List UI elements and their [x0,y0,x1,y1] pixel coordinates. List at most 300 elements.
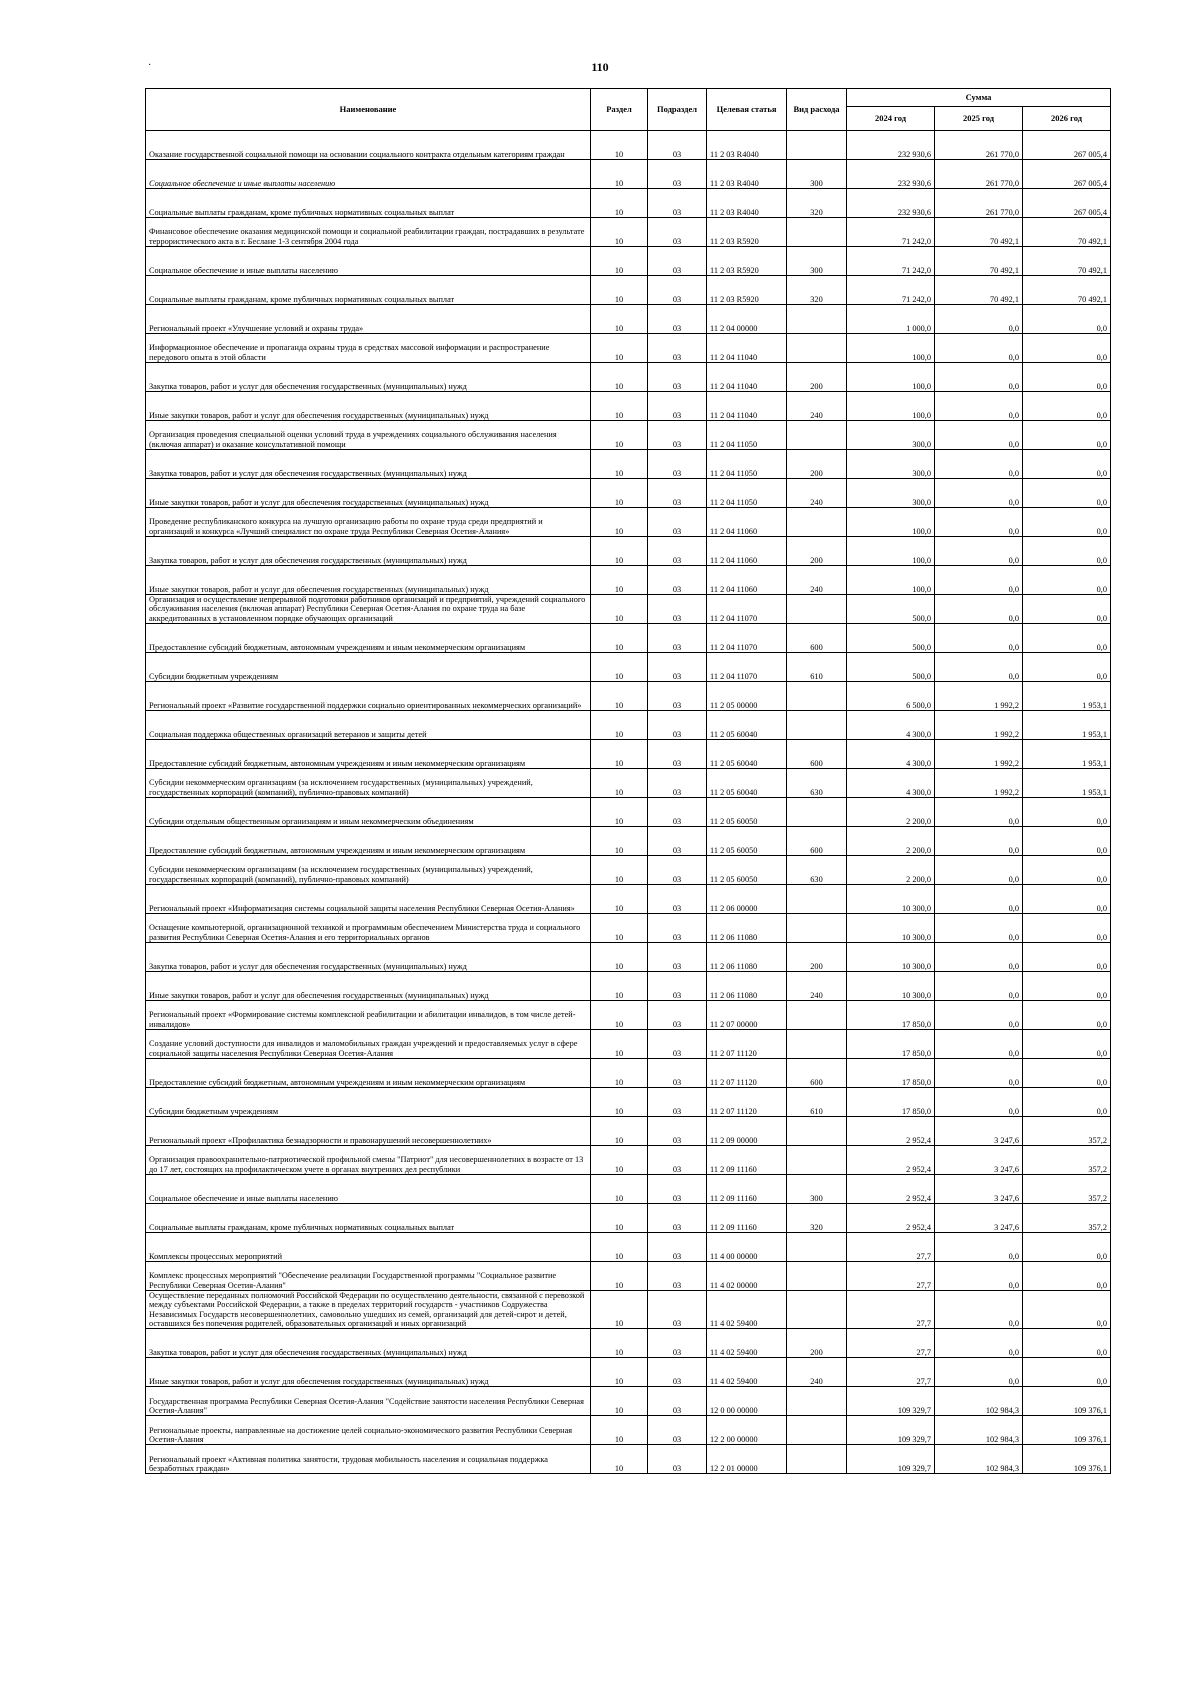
row-sum-2026: 0,0 [1023,595,1111,624]
row-section: 10 [591,595,648,624]
row-name: Региональный проект «Улучшение условий и охраны труда» [146,305,591,334]
row-sum-2026: 0,0 [1023,1358,1111,1387]
table-row [146,1030,1111,1059]
row-sum-2025: 70 492,1 [935,218,1023,247]
row-name: Комплекс процессных мероприятий "Обеспечение реализации Государственной программы "Социальное развитие Республики Северная Осетия-Алания" [146,1262,591,1291]
row-sum-2024: 10 300,0 [847,943,935,972]
row-expense-type: 320 [787,1204,847,1233]
row-subsection: 03 [648,450,707,479]
row-sum-2025: 0,0 [935,856,1023,885]
row-expense-type: 600 [787,1059,847,1088]
row-expense-type [787,1445,847,1474]
row-subsection: 03 [648,276,707,305]
row-target: 11 2 04 11050 [707,479,787,508]
row-sum-2024: 10 300,0 [847,972,935,1001]
row-subsection: 03 [648,1329,707,1358]
row-expense-type [787,508,847,537]
row-section: 10 [591,479,648,508]
row-sum-2026: 1 953,1 [1023,740,1111,769]
row-sum-2026: 0,0 [1023,624,1111,653]
row-sum-2025: 261 770,0 [935,189,1023,218]
table-row [146,1445,1111,1474]
row-expense-type [787,1416,847,1445]
row-sum-2025: 3 247,6 [935,1146,1023,1175]
row-subsection: 03 [648,1358,707,1387]
row-section: 10 [591,334,648,363]
row-target: 11 2 09 11160 [707,1146,787,1175]
row-name: Предоставление субсидий бюджетным, автономным учреждениям и иным некоммерческим организациям [146,827,591,856]
row-sum-2026: 0,0 [1023,508,1111,537]
row-subsection: 03 [648,624,707,653]
row-sum-2024: 232 930,6 [847,189,935,218]
row-target: 11 2 05 60040 [707,769,787,798]
table-row [146,189,1111,218]
row-sum-2024: 27,7 [847,1262,935,1291]
row-section: 10 [591,1204,648,1233]
row-name: Иные закупки товаров, работ и услуг для обеспечения государственных (муниципальных) нужд [146,392,591,421]
row-sum-2025: 0,0 [935,479,1023,508]
row-expense-type: 200 [787,363,847,392]
row-sum-2026: 267 005,4 [1023,131,1111,160]
row-expense-type: 240 [787,1358,847,1387]
row-subsection: 03 [648,1001,707,1030]
row-name: Информационное обеспечение и пропаганда охраны труда в средствах массовой информации и распространение передового опыта в этой области [146,334,591,363]
row-expense-type: 300 [787,247,847,276]
table-row [146,160,1111,189]
row-subsection: 03 [648,1117,707,1146]
row-sum-2024: 27,7 [847,1329,935,1358]
row-expense-type: 200 [787,537,847,566]
header-expense-type: Вид расхода [787,89,847,131]
row-sum-2026: 109 376,1 [1023,1445,1111,1474]
header-year-2024: 2024 год [847,107,935,131]
row-target: 11 2 04 11070 [707,624,787,653]
row-name: Предоставление субсидий бюджетным, автономным учреждениям и иным некоммерческим организациям [146,624,591,653]
table-row [146,1117,1111,1146]
row-subsection: 03 [648,1445,707,1474]
row-sum-2024: 2 200,0 [847,856,935,885]
row-sum-2025: 0,0 [935,508,1023,537]
row-subsection: 03 [648,798,707,827]
row-subsection: 03 [648,392,707,421]
row-section: 10 [591,160,648,189]
row-subsection: 03 [648,1088,707,1117]
row-target: 11 4 02 59400 [707,1329,787,1358]
row-section: 10 [591,943,648,972]
row-sum-2026: 0,0 [1023,653,1111,682]
row-sum-2026: 357,2 [1023,1204,1111,1233]
row-target: 11 2 05 60050 [707,856,787,885]
row-subsection: 03 [648,914,707,943]
row-expense-type: 200 [787,1329,847,1358]
row-target: 11 2 04 11060 [707,537,787,566]
row-name: Осуществление переданных полномочий Российской Федерации по осуществлению деятельности, связанной с перевозкой между субъектами Российской Федерации, а также в пределах территорий государств - участников Содружества Независимых Государств несовершеннолетних, самовольно ушедших из семей, организаций для детей-сирот и детей, оставшихся без попечения родителей, образовательных организаций и иных организаций [146,1291,591,1329]
row-sum-2026: 1 953,1 [1023,769,1111,798]
row-expense-type: 240 [787,392,847,421]
row-sum-2024: 27,7 [847,1358,935,1387]
row-name: Социальные выплаты гражданам, кроме публичных нормативных социальных выплат [146,1204,591,1233]
table-body [146,131,1111,1474]
row-section: 10 [591,1175,648,1204]
row-target: 11 2 04 11040 [707,392,787,421]
row-expense-type: 300 [787,1175,847,1204]
row-sum-2026: 0,0 [1023,972,1111,1001]
row-sum-2024: 109 329,7 [847,1387,935,1416]
row-section: 10 [591,392,648,421]
row-name: Иные закупки товаров, работ и услуг для обеспечения государственных (муниципальных) нужд [146,566,591,595]
row-section: 10 [591,827,648,856]
row-section: 10 [591,769,648,798]
row-target: 11 4 02 59400 [707,1291,787,1329]
row-expense-type: 600 [787,827,847,856]
header-name: Наименование [146,89,591,131]
row-sum-2025: 261 770,0 [935,131,1023,160]
row-name: Региональный проект «Развитие государственной поддержки социально ориентированных некоммерческих организаций» [146,682,591,711]
row-subsection: 03 [648,972,707,1001]
row-sum-2025: 0,0 [935,305,1023,334]
row-sum-2026: 0,0 [1023,334,1111,363]
row-expense-type: 200 [787,450,847,479]
row-sum-2024: 300,0 [847,479,935,508]
row-name: Иные закупки товаров, работ и услуг для обеспечения государственных (муниципальных) нужд [146,1358,591,1387]
row-expense-type [787,595,847,624]
row-name: Социальная поддержка общественных организаций ветеранов и защиты детей [146,711,591,740]
row-expense-type [787,682,847,711]
row-sum-2024: 27,7 [847,1233,935,1262]
row-sum-2026: 0,0 [1023,827,1111,856]
row-name: Предоставление субсидий бюджетным, автономным учреждениям и иным некоммерческим организациям [146,1059,591,1088]
row-name: Закупка товаров, работ и услуг для обеспечения государственных (муниципальных) нужд [146,537,591,566]
row-target: 12 2 01 00000 [707,1445,787,1474]
row-name: Комплексы процессных мероприятий [146,1233,591,1262]
row-name: Субсидии некоммерческим организациям (за исключением государственных (муниципальных) учреждений, государственных корпораций (компаний), публично-правовых компаний) [146,856,591,885]
row-section: 10 [591,450,648,479]
row-section: 10 [591,711,648,740]
row-sum-2026: 0,0 [1023,1233,1111,1262]
row-target: 11 2 04 11040 [707,334,787,363]
row-sum-2025: 0,0 [935,363,1023,392]
row-subsection: 03 [648,856,707,885]
table-row [146,1146,1111,1175]
row-subsection: 03 [648,1416,707,1445]
row-sum-2026: 357,2 [1023,1117,1111,1146]
row-sum-2025: 0,0 [935,1030,1023,1059]
row-section: 10 [591,856,648,885]
row-target: 11 4 02 59400 [707,1358,787,1387]
table-row [146,682,1111,711]
row-expense-type [787,334,847,363]
row-sum-2024: 17 850,0 [847,1001,935,1030]
row-subsection: 03 [648,1146,707,1175]
row-sum-2024: 232 930,6 [847,131,935,160]
row-target: 11 2 03 R4040 [707,131,787,160]
table-row [146,1329,1111,1358]
row-sum-2026: 0,0 [1023,363,1111,392]
row-sum-2024: 17 850,0 [847,1088,935,1117]
row-sum-2025: 102 984,3 [935,1445,1023,1474]
row-target: 11 2 05 00000 [707,682,787,711]
row-target: 11 2 05 60050 [707,798,787,827]
table-row [146,566,1111,595]
row-name: Государственная программа Республики Северная Осетия-Алания "Содействие занятости населения Республики Северная Осетия-Алания" [146,1387,591,1416]
row-name: Организация проведения специальной оценки условий труда в учреждениях социального обслуживания населения (включая аппарат) и оказание консультативной помощи [146,421,591,450]
row-subsection: 03 [648,566,707,595]
row-section: 10 [591,1117,648,1146]
row-sum-2025: 0,0 [935,653,1023,682]
row-target: 11 2 07 00000 [707,1001,787,1030]
row-name: Закупка товаров, работ и услуг для обеспечения государственных (муниципальных) нужд [146,1329,591,1358]
table-row [146,972,1111,1001]
row-target: 11 4 02 00000 [707,1262,787,1291]
row-sum-2024: 500,0 [847,624,935,653]
row-sum-2024: 2 952,4 [847,1204,935,1233]
row-sum-2024: 500,0 [847,653,935,682]
row-subsection: 03 [648,421,707,450]
row-subsection: 03 [648,334,707,363]
row-sum-2026: 0,0 [1023,1088,1111,1117]
row-sum-2025: 261 770,0 [935,160,1023,189]
row-section: 10 [591,624,648,653]
row-subsection: 03 [648,740,707,769]
row-sum-2025: 0,0 [935,943,1023,972]
row-sum-2024: 300,0 [847,421,935,450]
row-name: Организация и осуществление непрерывной подготовки работников организаций и предприятий, учреждений социального обслуживания населения (включая аппарат) Республики Северная Осетия-Алания по охране труда на базе аккредитованных в установленном порядке обучающих организаций [146,595,591,624]
row-name: Региональный проект «Активная политика занятости, трудовая мобильность населения и социальная поддержка безработных граждан» [146,1445,591,1474]
row-target: 11 2 03 R5920 [707,218,787,247]
row-subsection: 03 [648,160,707,189]
row-target: 11 2 07 11120 [707,1088,787,1117]
row-target: 11 2 05 60040 [707,711,787,740]
row-sum-2026: 70 492,1 [1023,218,1111,247]
row-sum-2025: 0,0 [935,334,1023,363]
row-target: 11 2 09 00000 [707,1117,787,1146]
row-name: Иные закупки товаров, работ и услуг для обеспечения государственных (муниципальных) нужд [146,479,591,508]
row-sum-2026: 0,0 [1023,537,1111,566]
table-row [146,421,1111,450]
row-name: Региональные проекты, направленные на достижение целей социально-экономического развития Республики Северная Осетия-Алания [146,1416,591,1445]
row-sum-2025: 0,0 [935,566,1023,595]
row-name: Закупка товаров, работ и услуг для обеспечения государственных (муниципальных) нужд [146,943,591,972]
row-section: 10 [591,1233,648,1262]
row-sum-2026: 70 492,1 [1023,276,1111,305]
row-expense-type: 610 [787,653,847,682]
row-sum-2025: 0,0 [935,972,1023,1001]
row-sum-2025: 0,0 [935,450,1023,479]
row-subsection: 03 [648,508,707,537]
row-sum-2024: 71 242,0 [847,276,935,305]
row-expense-type [787,421,847,450]
row-section: 10 [591,1088,648,1117]
row-sum-2026: 0,0 [1023,566,1111,595]
row-target: 12 0 00 00000 [707,1387,787,1416]
row-sum-2026: 0,0 [1023,450,1111,479]
row-sum-2025: 3 247,6 [935,1117,1023,1146]
row-name: Проведение республиканского конкурса на лучшую организацию работы по охране труда среди предприятий и организаций и конкурса «Лучший специалист по охране труда Республики Северная Осетия-Алания» [146,508,591,537]
table-row [146,1416,1111,1445]
row-sum-2026: 357,2 [1023,1146,1111,1175]
table-row [146,914,1111,943]
row-sum-2025: 0,0 [935,1329,1023,1358]
row-sum-2026: 1 953,1 [1023,682,1111,711]
row-sum-2026: 0,0 [1023,943,1111,972]
row-expense-type: 600 [787,740,847,769]
row-target: 11 2 04 11070 [707,653,787,682]
row-subsection: 03 [648,885,707,914]
stray-dot: · [148,60,152,71]
row-sum-2025: 1 992,2 [935,711,1023,740]
row-name: Региональный проект «Информатизация системы социальной защиты населения Республики Северная Осетия-Алания» [146,885,591,914]
row-sum-2024: 109 329,7 [847,1416,935,1445]
table-row [146,653,1111,682]
row-sum-2025: 3 247,6 [935,1175,1023,1204]
row-sum-2025: 102 984,3 [935,1416,1023,1445]
row-sum-2025: 0,0 [935,1088,1023,1117]
row-sum-2024: 71 242,0 [847,218,935,247]
table-row [146,392,1111,421]
row-section: 10 [591,1059,648,1088]
row-sum-2025: 0,0 [935,798,1023,827]
row-sum-2025: 3 247,6 [935,1204,1023,1233]
row-expense-type: 240 [787,566,847,595]
table-row [146,1204,1111,1233]
row-section: 10 [591,798,648,827]
row-sum-2024: 10 300,0 [847,914,935,943]
row-sum-2025: 1 992,2 [935,682,1023,711]
row-expense-type: 300 [787,160,847,189]
row-target: 11 2 06 11080 [707,914,787,943]
row-subsection: 03 [648,363,707,392]
row-subsection: 03 [648,218,707,247]
row-sum-2024: 71 242,0 [847,247,935,276]
row-sum-2024: 2 952,4 [847,1117,935,1146]
row-sum-2026: 0,0 [1023,856,1111,885]
row-sum-2024: 100,0 [847,392,935,421]
row-subsection: 03 [648,189,707,218]
row-target: 11 2 03 R5920 [707,276,787,305]
row-sum-2025: 0,0 [935,624,1023,653]
row-sum-2024: 17 850,0 [847,1059,935,1088]
row-subsection: 03 [648,305,707,334]
row-sum-2025: 1 992,2 [935,769,1023,798]
row-section: 10 [591,218,648,247]
row-name: Организация правоохранительно-патриотической профильной смены "Патриот" для несовершеннолетних в возрасте от 13 до 17 лет, состоящих на профилактическом учете в органах внутренних дел республики [146,1146,591,1175]
row-sum-2026: 0,0 [1023,914,1111,943]
row-name: Субсидии бюджетным учреждениям [146,653,591,682]
table-row [146,334,1111,363]
row-section: 10 [591,1291,648,1329]
row-expense-type: 630 [787,856,847,885]
row-section: 10 [591,276,648,305]
row-sum-2025: 0,0 [935,1291,1023,1329]
row-sum-2025: 0,0 [935,1233,1023,1262]
row-sum-2024: 4 300,0 [847,711,935,740]
row-sum-2026: 0,0 [1023,798,1111,827]
row-target: 11 2 04 00000 [707,305,787,334]
row-sum-2026: 0,0 [1023,421,1111,450]
row-target: 11 2 06 00000 [707,885,787,914]
row-section: 10 [591,885,648,914]
row-section: 10 [591,1416,648,1445]
row-target: 11 2 04 11050 [707,421,787,450]
row-sum-2024: 500,0 [847,595,935,624]
row-expense-type: 600 [787,624,847,653]
table-row [146,1387,1111,1416]
table-row [146,740,1111,769]
row-sum-2026: 0,0 [1023,1329,1111,1358]
row-section: 10 [591,566,648,595]
row-section: 10 [591,421,648,450]
row-section: 10 [591,1001,648,1030]
row-expense-type: 320 [787,276,847,305]
table-row [146,595,1111,624]
row-sum-2024: 17 850,0 [847,1030,935,1059]
row-sum-2026: 0,0 [1023,1001,1111,1030]
row-target: 11 2 06 11080 [707,943,787,972]
row-subsection: 03 [648,653,707,682]
row-sum-2025: 70 492,1 [935,276,1023,305]
table-row [146,1358,1111,1387]
header-year-2026: 2026 год [1023,107,1111,131]
row-sum-2024: 1 000,0 [847,305,935,334]
row-name: Субсидии некоммерческим организациям (за исключением государственных (муниципальных) учреждений, государственных корпораций (компаний), публично-правовых компаний) [146,769,591,798]
row-sum-2024: 300,0 [847,450,935,479]
row-subsection: 03 [648,131,707,160]
row-sum-2026: 0,0 [1023,1262,1111,1291]
table-row [146,247,1111,276]
row-target: 11 2 03 R4040 [707,160,787,189]
row-target: 11 2 07 11120 [707,1059,787,1088]
row-subsection: 03 [648,1262,707,1291]
table-row [146,218,1111,247]
row-subsection: 03 [648,479,707,508]
row-sum-2026: 267 005,4 [1023,189,1111,218]
row-section: 10 [591,1387,648,1416]
table-row [146,711,1111,740]
table-row [146,1088,1111,1117]
row-name: Финансовое обеспечение оказания медицинской помощи и социальной реабилитации граждан, пострадавших в результате террористического акта в г. Беслане 1-3 сентября 2004 года [146,218,591,247]
row-target: 11 2 05 60040 [707,740,787,769]
row-subsection: 03 [648,595,707,624]
row-expense-type [787,1233,847,1262]
row-name: Иные закупки товаров, работ и услуг для обеспечения государственных (муниципальных) нужд [146,972,591,1001]
table-row [146,1291,1111,1329]
row-name: Оказание государственной социальной помощи на основании социального контракта отдельным категориям граждан [146,131,591,160]
row-name: Создание условий доступности для инвалидов и маломобильных граждан учреждений и предоставляемых услуг в сфере социальной защиты населения Республики Северная Осетия-Алания [146,1030,591,1059]
row-sum-2025: 0,0 [935,827,1023,856]
row-section: 10 [591,537,648,566]
row-name: Закупка товаров, работ и услуг для обеспечения государственных (муниципальных) нужд [146,363,591,392]
table-row [146,131,1111,160]
row-name: Оснащение компьютерной, организационной техникой и программным обеспечением Министерства труда и социального развития Республики Северная Осетия-Алания и его территориальных органов [146,914,591,943]
row-sum-2024: 100,0 [847,334,935,363]
row-section: 10 [591,1262,648,1291]
table-row [146,798,1111,827]
row-sum-2024: 6 500,0 [847,682,935,711]
row-expense-type [787,305,847,334]
table-row [146,856,1111,885]
row-expense-type [787,711,847,740]
row-sum-2025: 0,0 [935,537,1023,566]
row-sum-2026: 0,0 [1023,1059,1111,1088]
row-target: 11 2 04 11060 [707,508,787,537]
row-subsection: 03 [648,1204,707,1233]
row-sum-2025: 0,0 [935,392,1023,421]
row-subsection: 03 [648,943,707,972]
row-subsection: 03 [648,1059,707,1088]
table-row [146,450,1111,479]
row-section: 10 [591,363,648,392]
row-sum-2026: 0,0 [1023,479,1111,508]
